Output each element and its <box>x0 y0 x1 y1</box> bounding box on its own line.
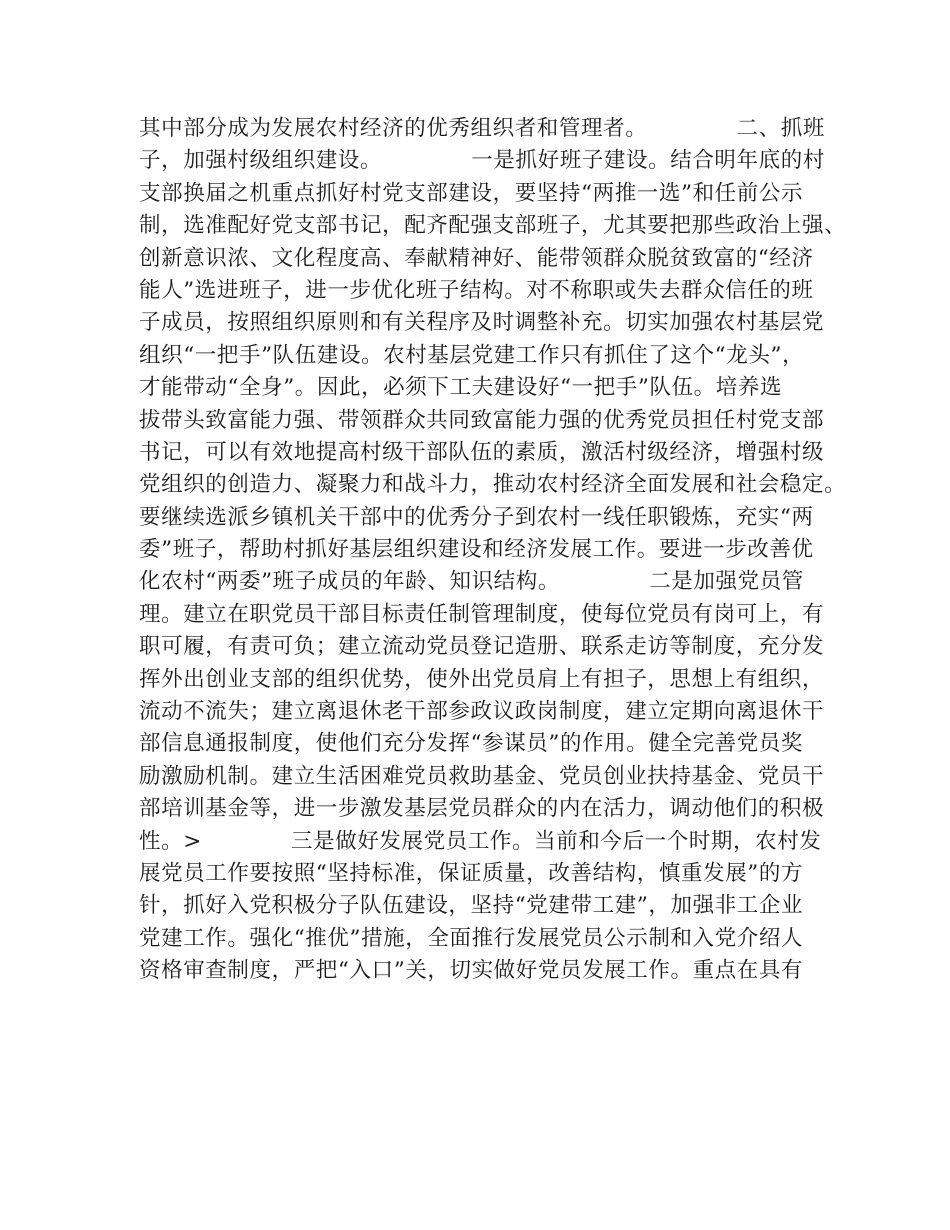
text-line: 组织“一把手”队伍建设。农村基层党建工作只有抓住了这个“龙头”， <box>139 342 805 368</box>
text-line: 针，抓好入党积极分子队伍建设，坚持“党建带工建”，加强非工企业 <box>139 893 804 919</box>
text-line: 部培训基金等，进一步激发基层党员群众的内在活力，调动他们的积极 <box>139 796 825 822</box>
text-line: 才能带动“全身”。因此，必须下工夫建设好“一把手”队伍。培养选 <box>139 375 783 401</box>
text-line: 资格审查制度，严把“入口”关，切实做好党员发展工作。重点在具有 <box>139 958 804 984</box>
text-line: 拔带头致富能力强、带领群众共同致富能力强的优秀党员担任村党支部 <box>139 407 825 433</box>
text-line: 流动不流失；建立离退休老干部参政议政岗制度，建立定期向离退休干 <box>139 699 825 725</box>
text-line: 挥外出创业支部的组织优势，使外出党员肩上有担子，思想上有组织， <box>139 666 825 692</box>
text-line: 能人”选进班子，进一步优化班子结构。对不称职或失去群众信任的班 <box>139 277 814 303</box>
text-line: 展党员工作要按照“坚持标准，保证质量，改善结构，慎重发展”的方 <box>139 860 804 886</box>
text-line: 党建工作。强化“推优”措施，全面推行发展党员公示制和入党介绍人 <box>139 925 804 951</box>
text-line: 职可履，有责可负；建立流动党员登记造册、联系走访等制度，充分发 <box>139 634 825 660</box>
text-line: 委”班子，帮助村抓好基层组织建设和经济发展工作。要进一步改善优 <box>139 537 814 563</box>
text-line: 子成员，按照组织原则和有关程序及时调整补充。切实加强农村基层党 <box>139 310 825 336</box>
text-line: 制，选准配好党支部书记，配齐配强支部班子，尤其要把那些政治上强、 <box>139 213 847 239</box>
text-line: 理。建立在职党员干部目标责任制管理制度，使每位党员有岗可上，有 <box>139 601 825 627</box>
text-line: 书记，可以有效地提高村级干部队伍的素质，激活村级经济，增强村级 <box>139 439 825 465</box>
text-line: 支部换届之机重点抓好村党支部建设，要坚持“两推一选”和任前公示 <box>139 180 804 206</box>
text-line: 其中部分成为发展农村经济的优秀组织者和管理者。 二、抓班 <box>139 116 825 141</box>
text-line: 创新意识浓、文化程度高、奉献精神好、能带领群众脱贫致富的“经济 <box>139 245 814 271</box>
text-line: 性。> 三是做好发展党员工作。当前和今后一个时期，农村发 <box>139 828 822 854</box>
body-text <box>139 113 847 988</box>
text-line: 化农村“两委”班子成员的年龄、知识结构。 二是加强党员管 <box>139 569 804 595</box>
text-line: 部信息通报制度，使他们充分发挥“参谋员”的作用。健全完善党员奖 <box>139 731 804 757</box>
text-line: 励激励机制。建立生活困难党员救助基金、党员创业扶持基金、党员干 <box>139 763 825 789</box>
text-line: 子，加强村级组织建设。 一是抓好班子建设。结合明年底的村 <box>139 148 825 174</box>
text-line: 要继续选派乡镇机关干部中的优秀分子到农村一线任职锻炼，充实“两 <box>139 504 814 530</box>
text-line: 党组织的创造力、凝聚力和战斗力，推动农村经济全面发展和社会稳定。 <box>139 472 847 498</box>
